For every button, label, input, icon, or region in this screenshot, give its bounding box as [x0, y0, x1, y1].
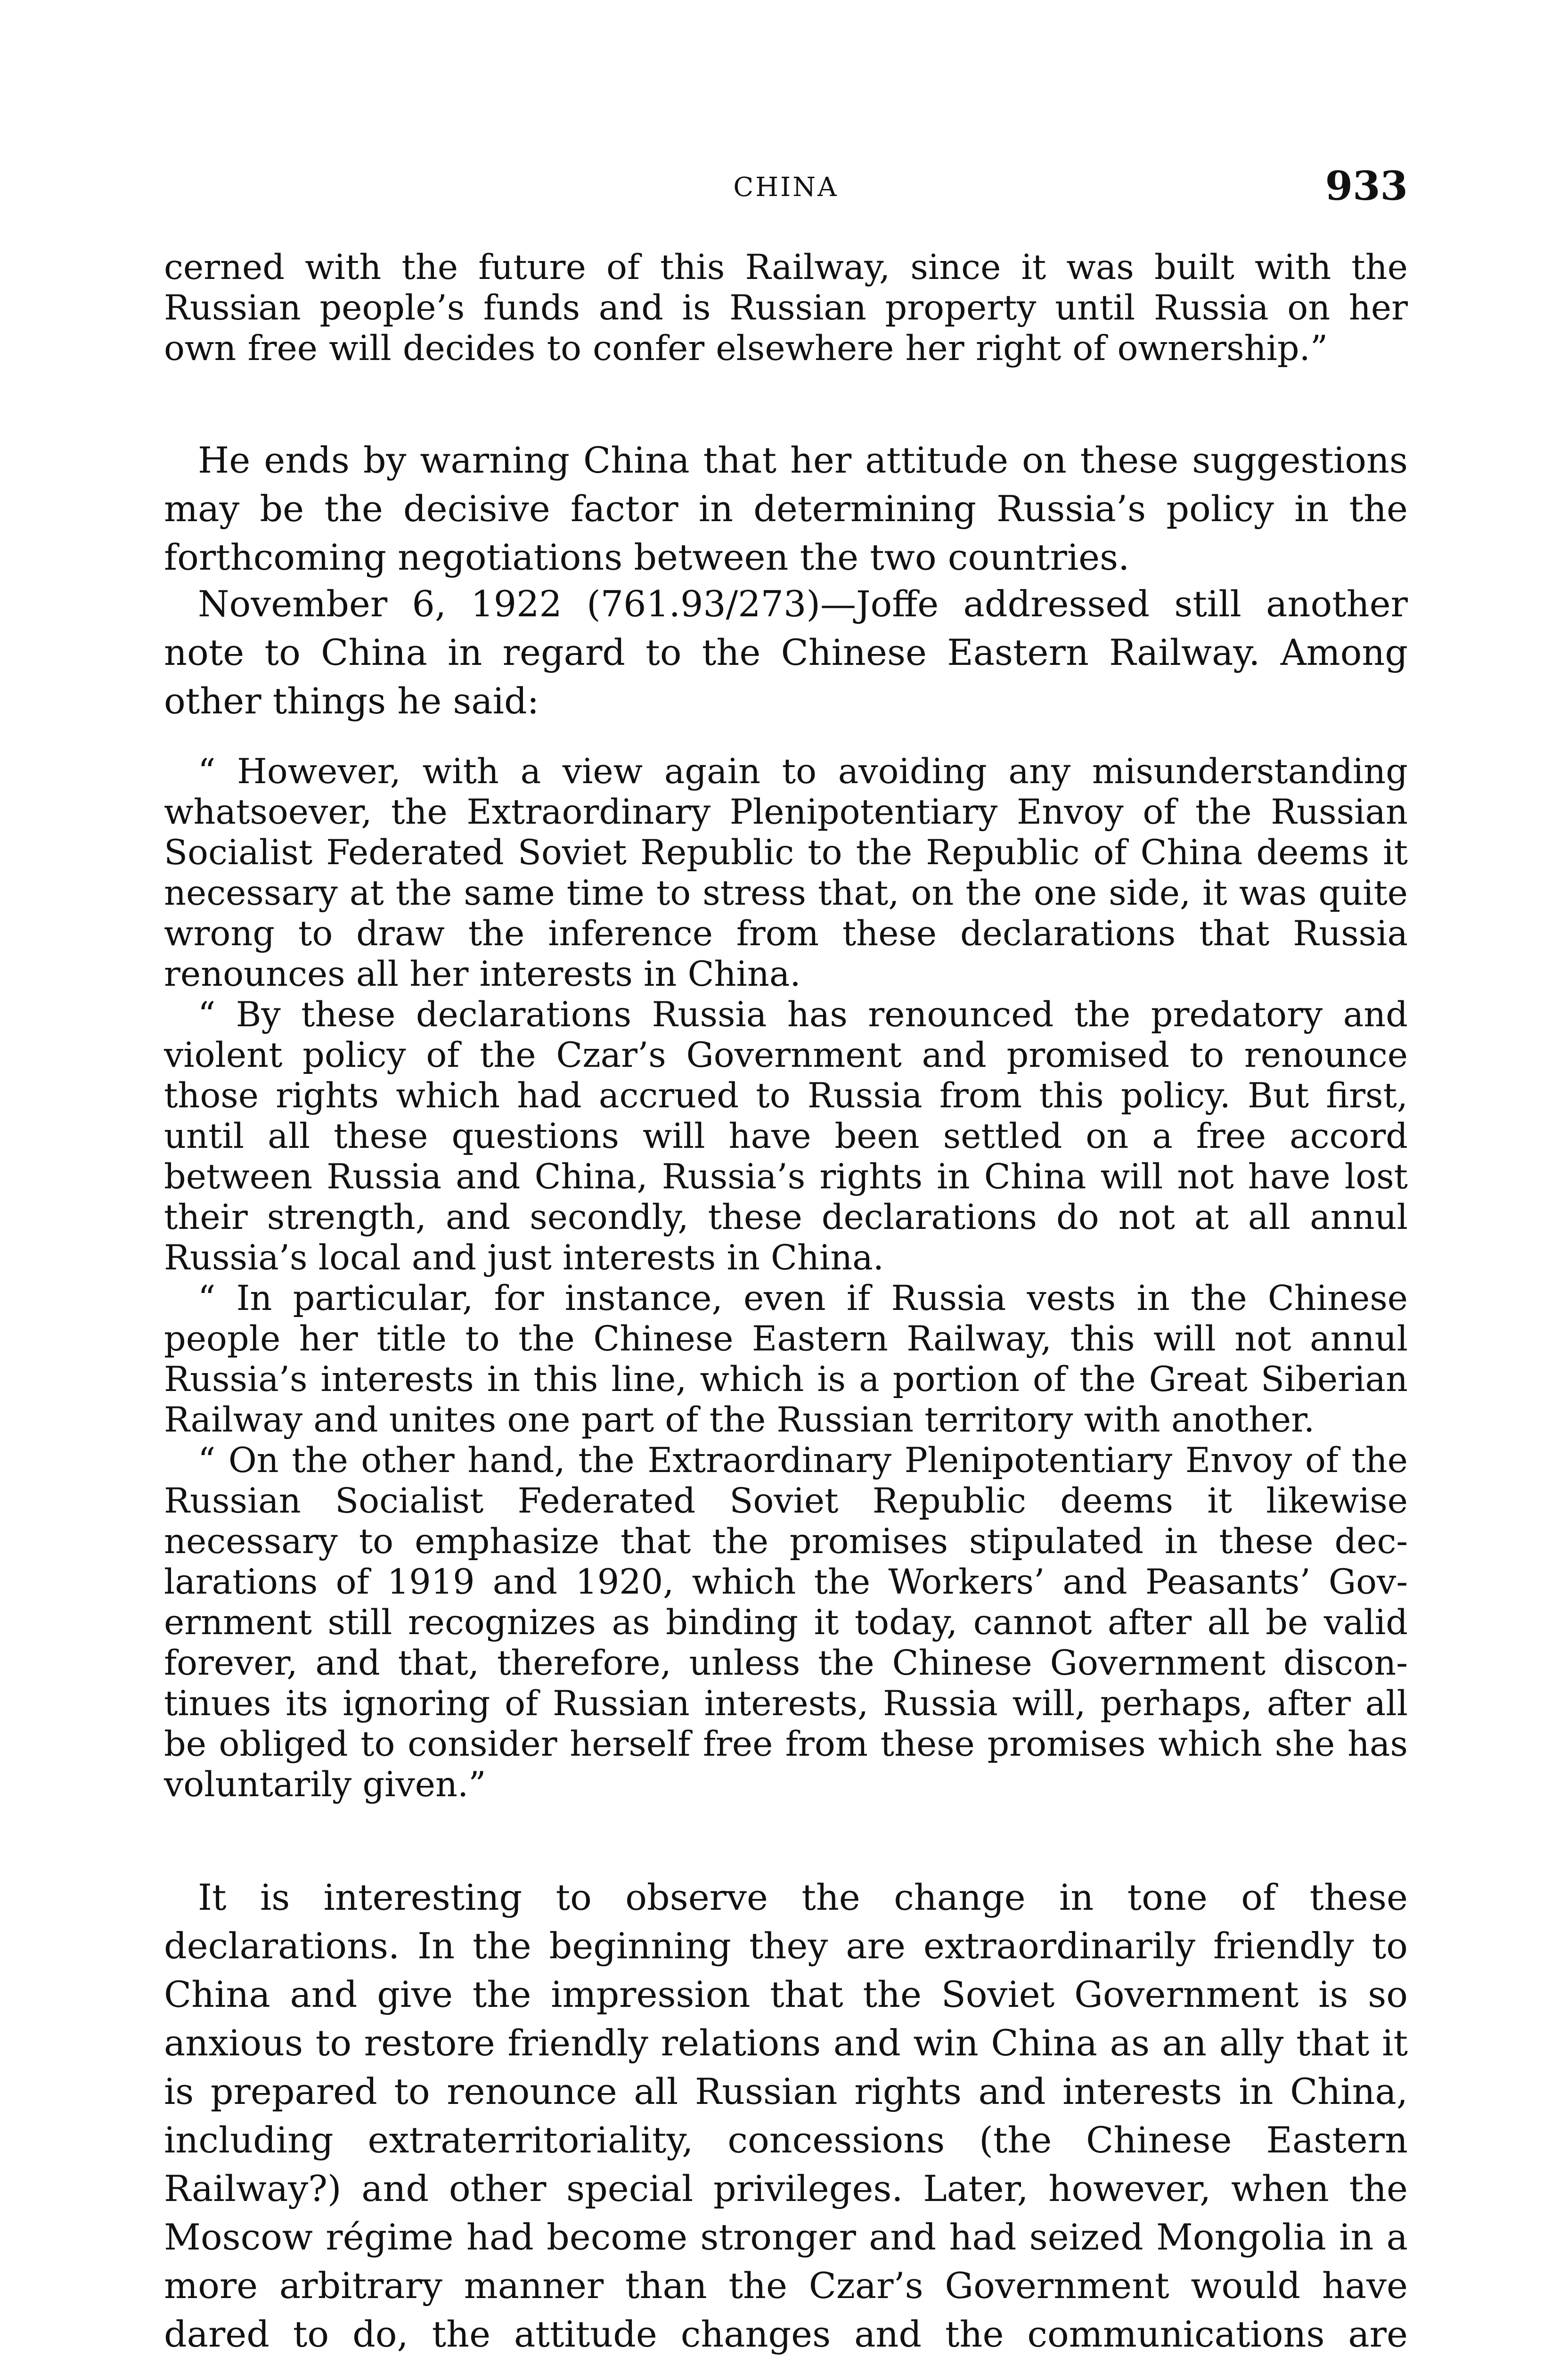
quotation-paragraph-4: “ On the other hand, the Extraordinary Plenipotentiary Envoy of the Russian Socialist Federated Soviet Republic deems it likewise necessary to emphasize that the promises stipulated in these declarations of 1919 and 1920, which the Workers’ and Peasants’ Government still recognizes as binding it today, cannot after all be valid forever, and that, therefore, unless the Chinese Government discontinues its ignoring of Russian interests, Russia will, perhaps, after all be obliged to consider herself free from these promises which she has voluntarily given.”	[164, 1440, 1408, 1805]
joffe-note-quotation	[164, 752, 1408, 1805]
page-number: 933	[1325, 163, 1408, 209]
continued-quotation-paragraph: cerned with the future of this Railway, since it was built with the Russian people’s funds and is Russian property until Russia on her own free will decides to confer elsewhere her right of ownership.”	[164, 247, 1408, 368]
quotation-paragraph-1: “ However, with a view again to avoiding any misunderstanding whatsoever, the Extraordinary Plenipotentiary Envoy of the Russian Socialist Federated Soviet Republic to the Republic of China deems it necessary at the same time to stress that, on the one side, it was quite wrong to draw the inference from these declarations that Russia renounces all her interests in China.	[164, 752, 1408, 994]
page-header	[164, 163, 1408, 214]
warning-paragraph: He ends by warning China that her attitude on these suggestions may be the decisive factor in determining Russia’s policy in the forthcoming negotiations between the two countries.	[164, 439, 1408, 578]
quotation-paragraph-2: “ By these declarations Russia has renounced the predatory and violent policy of the Czar’s Government and promised to renounce those rights which had accrued to Russia from this policy. But first, until all these questions will have been settled on a free accord between Russia and China, Russia’s rights in China will not have lost their strength, and secondly, these declarations do not at all annul Russia’s local and just interests in China.	[164, 995, 1408, 1278]
november-note-paragraph: November 6, 1922 (761.93/273)—Joffe addressed still another note to China in regard to the Chinese Eastern Railway. Among other things he said:	[164, 583, 1408, 722]
running-head: CHINA	[733, 172, 839, 203]
quotation-paragraph-3: “ In particular, for instance, even if Russia vests in the Chinese people her title to the Chinese Eastern Railway, this will not annul Russia’s interests in this line, which is a portion of the Great Siberian Railway and unites one part of the Russian territory with another.	[164, 1278, 1408, 1440]
interpretation-paragraph: It is interesting to observe the change in tone of these declarations. In the beginning they are extraordinarily friendly to China and give the impression that the Soviet Government is so anxious to restore friendly relations and win China as an ally that it is prepared to renounce all Russian rights and interests in China, including extraterritoriality, concessions (the Chinese Eastern Railway?) and other special privileges. Later, however, when the Moscow régime had become stronger and had seized Mongolia in a more arbitrary manner than the Czar’s Government would have dared to do, the attitude changes and the communications are	[164, 1876, 1408, 2355]
book-page	[164, 0, 1408, 2356]
